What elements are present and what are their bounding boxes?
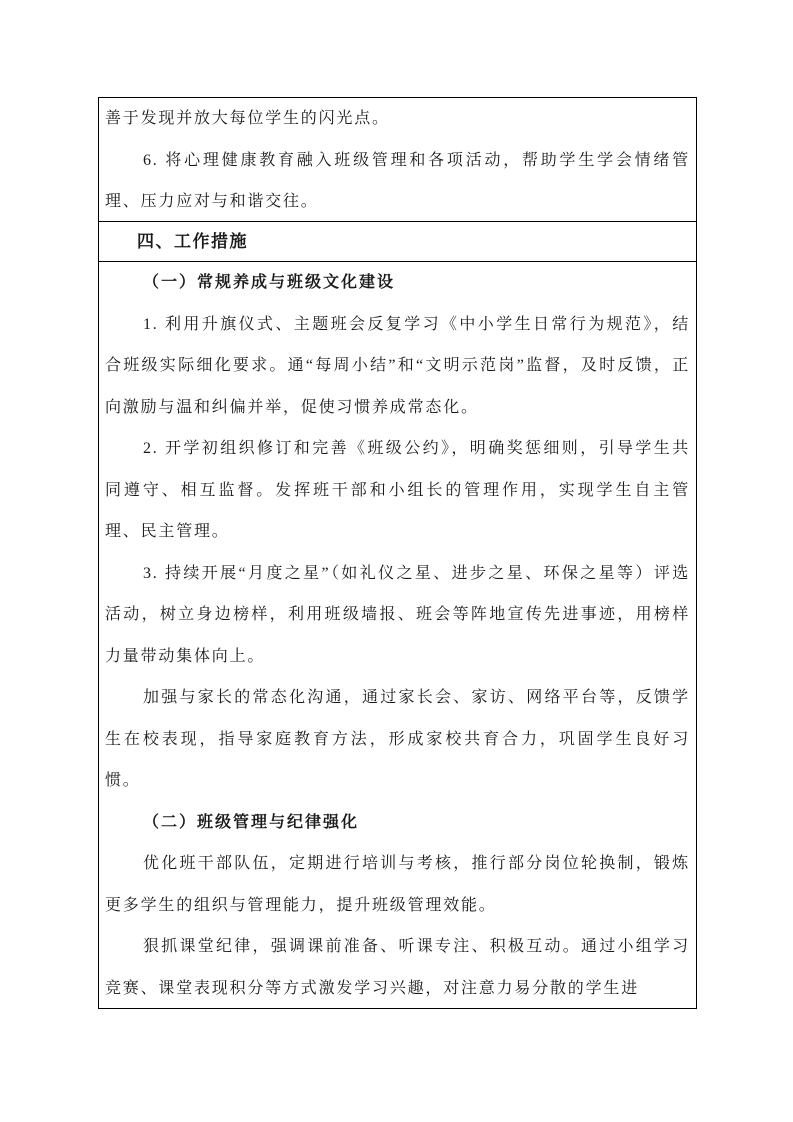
- table-row-section-heading: [99, 222, 696, 263]
- paragraph: 1. 利用升旗仪式、主题班会反复学习《中小学生日常行为规范》，结合班级实际细化要求。通“每周小结”和“文明示范岗”监督，及时反馈，正向激励与温和纠偏并举，促使习惯养成常态化。: [105, 315, 690, 416]
- section-heading-measures: 四、工作措施: [137, 231, 248, 251]
- table-row-body: [99, 262, 696, 1008]
- paragraph: 6. 将心理健康教育融入班级管理和各项活动，帮助学生学会情绪管理、压力应对与和谐交往。: [105, 151, 690, 210]
- paragraph: 善于发现并放大每位学生的闪光点。: [105, 110, 390, 127]
- paragraph: 2. 开学初组织修订和完善《班级公约》，明确奖惩细则，引导学生共同遵守、相互监督。发挥班干部和小组长的管理作用，实现学生自主管理、民主管理。: [105, 440, 690, 540]
- paragraph: 3. 持续开展“月度之星”（如礼仪之星、进步之星、环保之星等）评选活动，树立身边榜样，利用班级墙报、班会等阵地宣传先进事迹，用榜样力量带动集体向上。: [105, 564, 690, 665]
- paragraph: 优化班干部队伍，定期进行培训与考核，推行部分岗位轮换制，锻炼更多学生的组织与管理能力，提升班级管理效能。: [105, 855, 690, 914]
- paragraph: 狠抓课堂纪律，强调课前准备、听课专注、积极互动。通过小组学习竞赛、课堂表现积分等方式激发学习兴趣，对注意力易分散的学生进: [105, 938, 690, 997]
- paragraph: 加强与家长的常态化沟通，通过家长会、家访、网络平台等，反馈学生在校表现，指导家庭教育方法，形成家校共育合力，巩固学生良好习惯。: [105, 689, 690, 789]
- table-row-continuation: [99, 98, 696, 222]
- subsection-heading: （二）班级管理与纪律强化: [143, 813, 360, 831]
- work-plan-table: [98, 97, 697, 1009]
- subsection-heading: （一）常规养成与班级文化建设: [143, 274, 396, 291]
